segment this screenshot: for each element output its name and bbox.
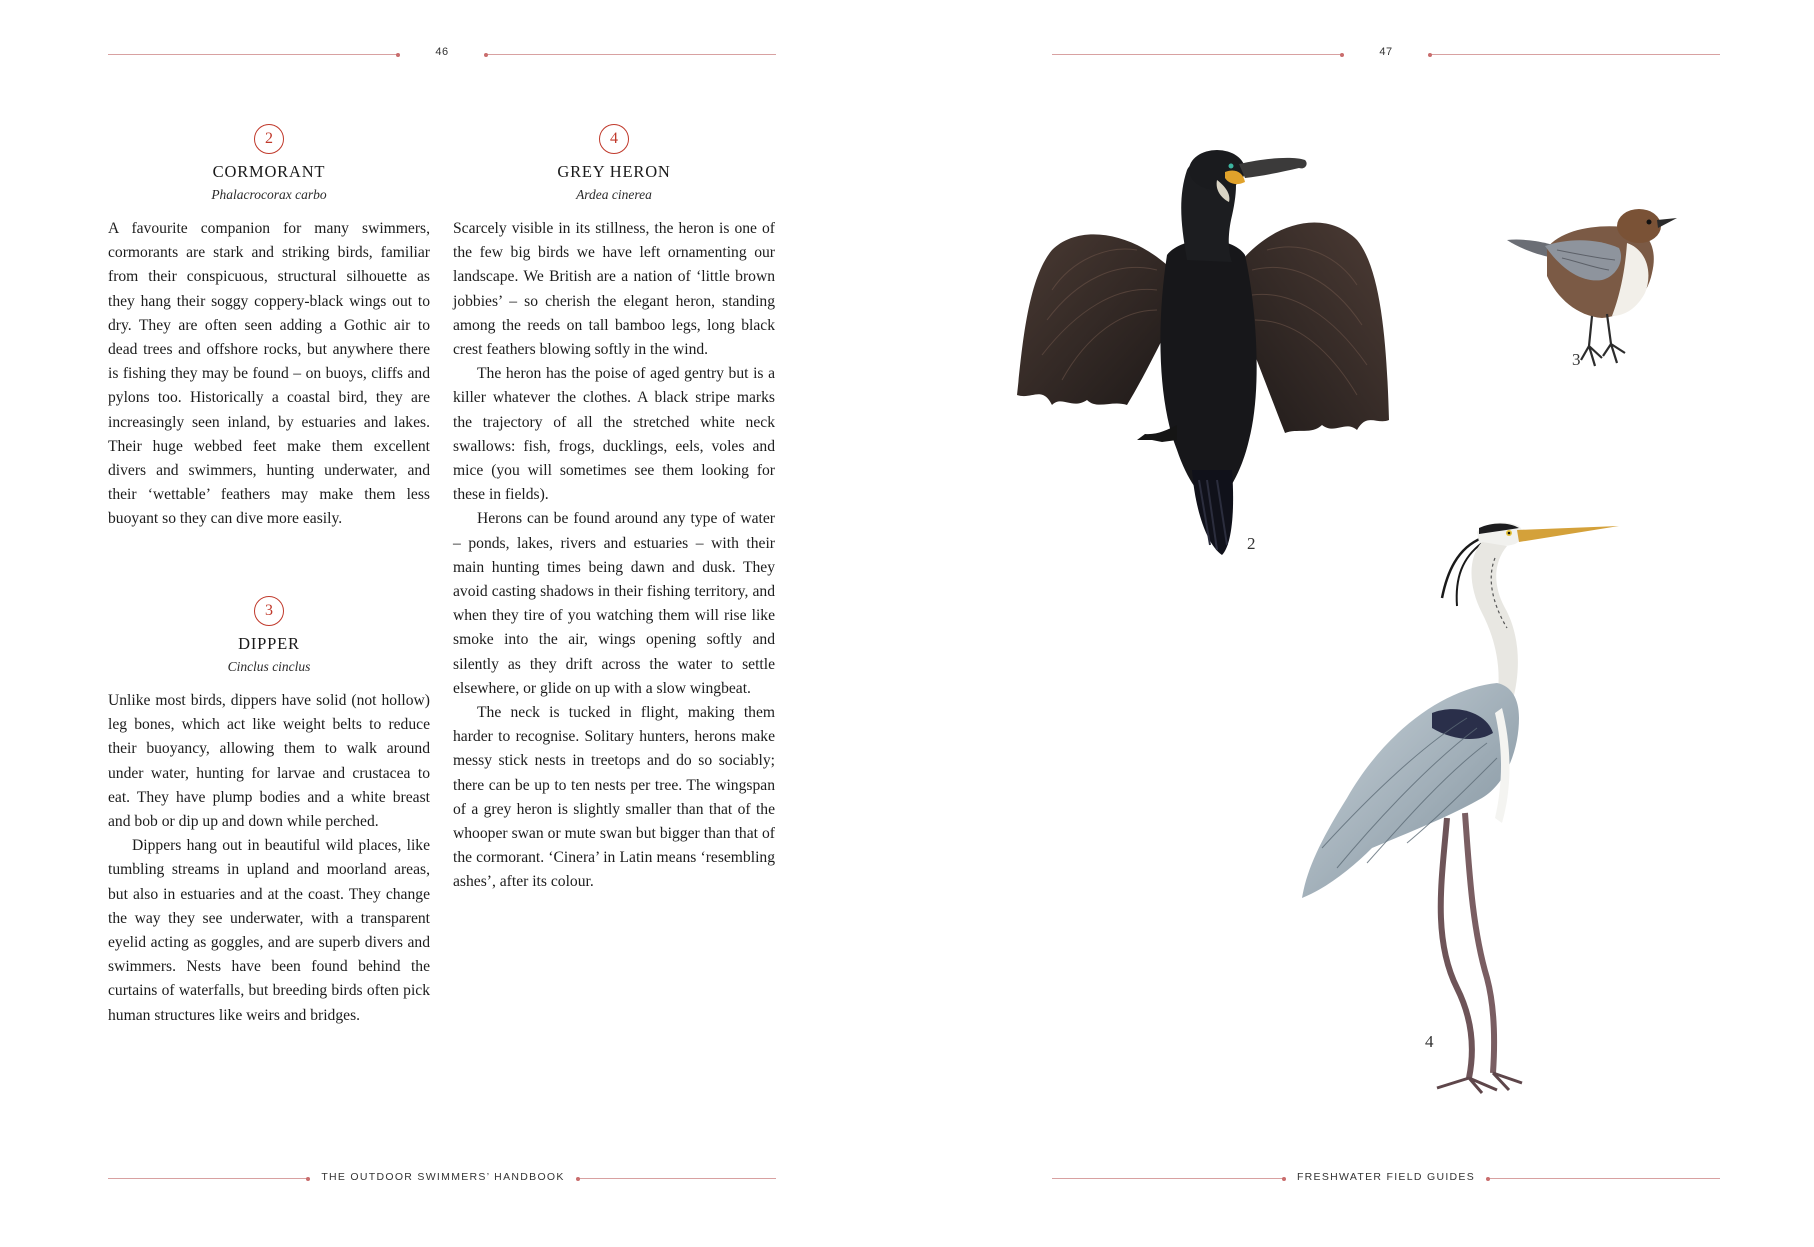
- footer-left: [0, 1168, 907, 1188]
- footer-rule: [108, 1178, 308, 1179]
- entry-cormorant: [108, 124, 430, 532]
- entry-grey-heron: [453, 124, 775, 895]
- entry-body: [108, 217, 430, 532]
- entry-latin-name: Ardea cinerea: [576, 187, 652, 202]
- paragraph: Dippers hang out in beautiful wild places, like tumbling streams in upland and moorland areas, but also in estuaries and at the coast. They change the way they see underwater, with a transparent eyelid acting as goggles, and are superb divers and swimmers. Nests have been found behind the curtains of waterfalls, but breeding birds often pick human structures like weirs and bridges.: [108, 837, 430, 1024]
- header-rule: [108, 54, 398, 55]
- figure-label-cormorant: 2: [1247, 534, 1256, 553]
- footer-rule: [1052, 1178, 1284, 1179]
- paragraph: The neck is tucked in flight, making them harder to recognise. Solitary hunters, herons make messy stick nests in treetops and do so sociably; there can be up to ten nests per tree. The wingspan of a grey heron is slightly smaller than that of the whooper swan or mute swan but bigger than that of the cormorant. ‘Cinera’ in Latin means ‘resembling ashes’, after its colour.: [453, 704, 775, 891]
- page-number: 47: [1379, 46, 1393, 58]
- header-rule: [1052, 54, 1342, 55]
- paragraph: Scarcely visible in its stillness, the heron is one of the few big birds we have left ornamenting our landscape. We British are a nation of ‘little brown jobbies’ – so cherish the elegant heron, standing among the reeds on tall bamboo legs, long black crest feathers blowing softly in the wind.: [453, 220, 775, 359]
- footer-rule: [1488, 1178, 1720, 1179]
- running-footer: FRESHWATER FIELD GUIDES: [1296, 1171, 1476, 1183]
- entry-latin-name: Phalacrocorax carbo: [211, 187, 327, 202]
- entry-title: CORMORANT: [212, 162, 326, 181]
- figure-label-dipper: 3: [1572, 350, 1581, 369]
- paragraph: The heron has the poise of aged gentry but is a killer whatever the clothes. A black stripe marks the trajectory of all the stretched white neck swallows: fish, frogs, ducklings, eels, voles and mice (you will sometimes see them looking for these in fields).: [453, 365, 775, 504]
- entry-number-badge: 4: [599, 124, 629, 154]
- entry-body: [453, 217, 775, 895]
- right-page: [907, 0, 1814, 1247]
- header-rule: [1430, 54, 1720, 55]
- grey-heron-illustration: [1297, 518, 1627, 1098]
- page-number: 46: [435, 46, 449, 58]
- dipper-illustration: [1507, 198, 1677, 378]
- entry-body: [108, 689, 430, 1028]
- header-left: [0, 44, 907, 64]
- entry-latin-name: Cinclus cinclus: [227, 659, 311, 674]
- entry-number-badge: 2: [254, 124, 284, 154]
- paragraph: A favourite companion for many swimmers, cormorants are stark and striking birds, familiar from their conspicuous, structural silhouette as they hang their soggy coppery-black wings out to dry. They are often seen adding a Gothic air to dead trees and offshore rocks, but anywhere there is fishing they may be found – on buoys, cliffs and pylons too. Historically a coastal bird, they are increasingly seen inland, by estuaries and lakes. Their huge webbed feet make them excellent divers and swimmers, hunting underwater, and their ‘wettable’ feathers may make them less buoyant so they can dive more easily.: [108, 220, 430, 528]
- paragraph: Unlike most birds, dippers have solid (not hollow) leg bones, which act like weight belts to reduce their buoyancy, allowing them to walk around under water, hunting for larvae and crustacea to eat. They have plump bodies and a white breast and bob or dip up and down while perched.: [108, 692, 430, 831]
- entry-number-badge: 3: [254, 596, 284, 626]
- figure-label-heron: 4: [1425, 1032, 1434, 1051]
- entry-title: DIPPER: [238, 634, 300, 653]
- paragraph: Herons can be found around any type of water – ponds, lakes, rivers and estuaries – with their main hunting times being dawn and dusk. They avoid casting shadows in their fishing territory, and when they tire of you watching them will rise like smoke into the air, wings opening softly and silently as they drift across the water to settle elsewhere, or glide on up with a slow wingbeat.: [453, 510, 775, 697]
- entry-title: GREY HERON: [557, 162, 671, 181]
- header-right: [907, 44, 1814, 64]
- footer-right: [907, 1168, 1814, 1188]
- entry-dipper: [108, 596, 430, 1028]
- running-footer: THE OUTDOOR SWIMMERS’ HANDBOOK: [321, 1171, 565, 1183]
- footer-rule: [578, 1178, 776, 1179]
- header-rule: [486, 54, 776, 55]
